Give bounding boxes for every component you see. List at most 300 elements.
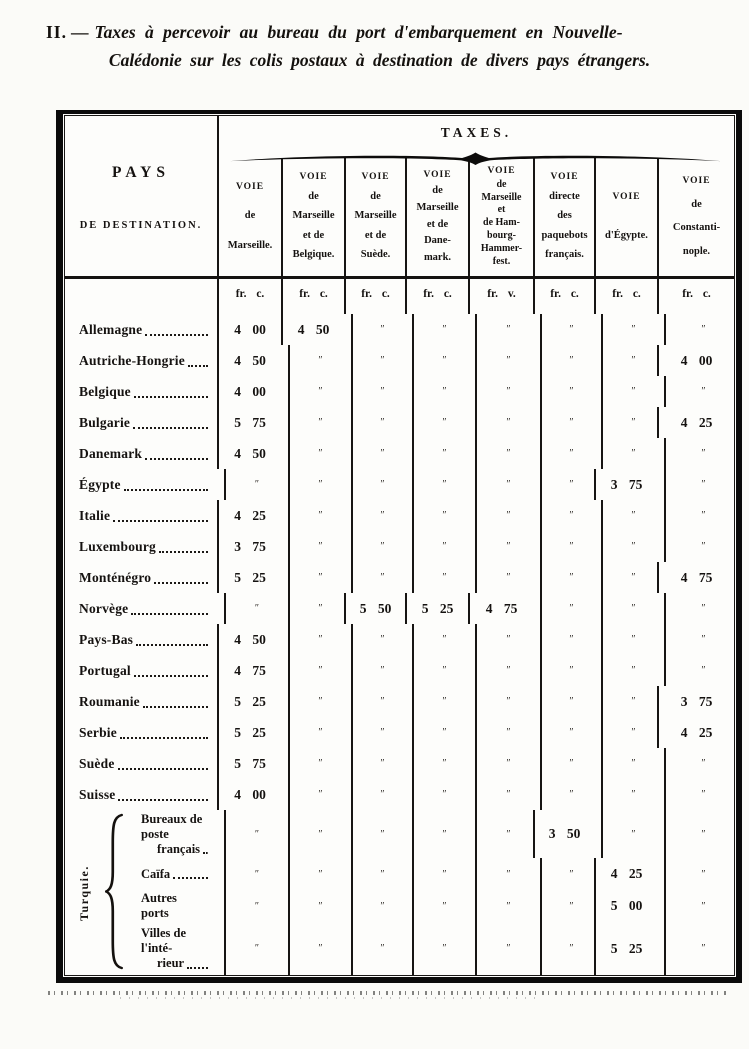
tax-value-cell: ″ bbox=[601, 531, 664, 562]
column-header-voie-5 bbox=[468, 158, 533, 276]
column-header-line: de bbox=[691, 198, 702, 210]
turquie-row-label-line bbox=[141, 926, 217, 956]
column-header-voie-8 bbox=[657, 158, 734, 276]
tax-value-cell: ″ bbox=[288, 438, 351, 469]
turquie-row-label: Villes de l'inté- bbox=[141, 926, 187, 955]
turquie-row-label-cell bbox=[65, 858, 217, 890]
row-label-cell bbox=[65, 531, 217, 562]
country-label: Serbie bbox=[79, 724, 117, 740]
tax-value-cell: ″ bbox=[475, 314, 540, 345]
tax-value-cell: ″ bbox=[475, 500, 540, 531]
tax-value-cell: ″ bbox=[601, 407, 664, 438]
tax-value-cell: ″ bbox=[475, 438, 540, 469]
tax-value-cell: ″ bbox=[224, 469, 288, 500]
tax-value-cell: 5 25 bbox=[594, 922, 657, 975]
units-cell-3: fr. c. bbox=[344, 276, 405, 314]
tax-value-cell: ″ bbox=[288, 624, 351, 655]
column-header-voie-7 bbox=[594, 158, 657, 276]
tax-value-cell: ″ bbox=[224, 593, 288, 624]
turquie-group-label: Turquie. bbox=[77, 864, 91, 921]
column-header-line: de bbox=[244, 210, 256, 222]
dotted-leader bbox=[143, 706, 208, 708]
country-label: Allemagne bbox=[79, 321, 143, 337]
tax-value-cell: 5 75 bbox=[217, 748, 281, 779]
tax-value-cell: ″ bbox=[664, 779, 741, 810]
units-cell-8: fr. c. bbox=[657, 276, 734, 314]
tax-value-cell: ″ bbox=[224, 810, 288, 858]
tax-value-cell: ″ bbox=[601, 779, 664, 810]
tax-value-cell: ″ bbox=[540, 376, 601, 407]
column-header-line: de bbox=[308, 190, 319, 202]
tax-value-cell: ″ bbox=[412, 779, 475, 810]
column-header-line: VOIE bbox=[299, 172, 328, 183]
tax-value-cell: ″ bbox=[288, 779, 351, 810]
row-label-cell bbox=[65, 655, 217, 686]
tax-value-cell: ″ bbox=[475, 376, 540, 407]
tax-value-cell: ″ bbox=[288, 655, 351, 686]
dotted-leader bbox=[145, 334, 208, 336]
turquie-row-label-line bbox=[141, 867, 217, 882]
row-label-cell bbox=[65, 469, 217, 500]
column-header-line: paquebots bbox=[541, 229, 588, 241]
tax-value-cell: ″ bbox=[351, 624, 412, 655]
taxes-table-frame bbox=[56, 110, 742, 983]
document-title bbox=[46, 22, 713, 71]
turquie-row-label: Caïfa bbox=[141, 866, 171, 881]
tax-value-cell: ″ bbox=[601, 345, 664, 376]
tax-value-cell: ″ bbox=[601, 655, 664, 686]
tax-value-cell: ″ bbox=[351, 655, 412, 686]
tax-value-cell: ″ bbox=[540, 748, 601, 779]
tax-value-cell: ″ bbox=[601, 314, 664, 345]
tax-value-cell: 5 00 bbox=[594, 890, 657, 922]
tax-value-cell: ″ bbox=[412, 562, 475, 593]
country-label: Suède bbox=[79, 755, 115, 771]
tax-value-cell: ″ bbox=[475, 531, 540, 562]
tax-value-cell: ″ bbox=[351, 500, 412, 531]
tax-value-cell: ″ bbox=[224, 922, 288, 975]
tax-value-cell: ″ bbox=[475, 779, 540, 810]
tax-value-cell: ″ bbox=[601, 438, 664, 469]
row-label-cell bbox=[65, 686, 217, 717]
tax-value-cell: ″ bbox=[412, 748, 475, 779]
title-numeral: II. bbox=[46, 22, 67, 42]
tax-value-cell: 3 50 bbox=[533, 810, 594, 858]
turquie-row-label-cell bbox=[65, 810, 217, 858]
row-label-cell bbox=[65, 593, 217, 624]
tax-value-cell: ″ bbox=[664, 314, 741, 345]
tax-value-cell: 5 25 bbox=[217, 717, 281, 748]
tax-value-cell: ″ bbox=[351, 407, 412, 438]
tax-value-cell: ″ bbox=[540, 469, 601, 500]
tax-value-cell: ″ bbox=[412, 345, 475, 376]
column-header-line: Hammer- bbox=[480, 243, 523, 255]
taxes-group-header-label: TAXES. bbox=[440, 125, 513, 140]
title-text-1: Taxes à percevoir au bureau du port d'embarquement en Nouvelle- bbox=[94, 22, 623, 42]
tax-value-cell: ″ bbox=[288, 531, 351, 562]
row-label-cell bbox=[65, 748, 217, 779]
tax-value-cell: ″ bbox=[288, 922, 351, 975]
row-label-cell bbox=[65, 407, 217, 438]
tax-value-cell: ″ bbox=[351, 562, 412, 593]
tax-value-cell: ″ bbox=[664, 593, 741, 624]
column-header-line: nople. bbox=[682, 245, 711, 257]
country-label: Égypte bbox=[79, 476, 121, 492]
column-header-line: de bbox=[370, 190, 381, 202]
tax-value-cell: 4 50 bbox=[217, 438, 281, 469]
column-header-line: de bbox=[496, 178, 507, 190]
row-label-cell bbox=[65, 376, 217, 407]
tax-value-cell: ″ bbox=[412, 500, 475, 531]
column-header-line: VOIE bbox=[550, 172, 579, 183]
tax-value-cell: ″ bbox=[288, 717, 351, 748]
tax-value-cell: ″ bbox=[288, 500, 351, 531]
tax-value-cell: ″ bbox=[664, 748, 741, 779]
tax-value-cell: ″ bbox=[288, 593, 351, 624]
column-header-line: des bbox=[557, 210, 572, 222]
tax-value-cell: ″ bbox=[601, 593, 664, 624]
dotted-leader bbox=[203, 852, 208, 854]
tax-value-cell: ″ bbox=[412, 624, 475, 655]
tax-value-cell: 4 00 bbox=[657, 345, 734, 376]
row-label-cell bbox=[65, 779, 217, 810]
tax-value-cell: ″ bbox=[351, 717, 412, 748]
dotted-leader bbox=[154, 582, 208, 584]
row-label-cell bbox=[65, 500, 217, 531]
dotted-leader bbox=[118, 799, 208, 801]
units-cell-blank bbox=[65, 276, 217, 314]
tax-value-cell: ″ bbox=[664, 624, 741, 655]
tax-value-cell: ″ bbox=[351, 890, 412, 922]
country-label: Suisse bbox=[79, 786, 116, 802]
tax-value-cell: ″ bbox=[664, 890, 741, 922]
column-header-line: Marseille bbox=[354, 210, 397, 222]
tax-value-cell: ″ bbox=[601, 562, 664, 593]
country-label: Roumanie bbox=[79, 693, 140, 709]
tax-value-cell: ″ bbox=[664, 469, 741, 500]
tax-value-cell: ″ bbox=[540, 717, 601, 748]
tax-value-cell: ″ bbox=[540, 345, 601, 376]
tax-value-cell: ″ bbox=[288, 562, 351, 593]
tax-value-cell: ″ bbox=[412, 890, 475, 922]
column-header-voie-6 bbox=[533, 158, 594, 276]
column-header-line: Belgique. bbox=[292, 249, 335, 261]
tax-value-cell: ″ bbox=[288, 686, 351, 717]
tax-value-cell: ″ bbox=[540, 686, 601, 717]
tax-value-cell: 3 75 bbox=[657, 686, 734, 717]
column-header-line: VOIE bbox=[423, 169, 452, 180]
column-header-line: Dane- bbox=[424, 235, 451, 247]
column-header-line: fest. bbox=[492, 256, 511, 268]
scan-noise-strip bbox=[48, 991, 726, 995]
tax-value-cell: 5 25 bbox=[217, 686, 281, 717]
turquie-row-label: rieur bbox=[157, 956, 185, 970]
tax-value-cell: ″ bbox=[475, 717, 540, 748]
column-header-line: mark. bbox=[423, 252, 452, 264]
tax-value-cell: 5 75 bbox=[217, 407, 281, 438]
units-cell-4: fr. c. bbox=[405, 276, 468, 314]
document-title-line2: Calédonie sur les colis postaux à destination de divers pays étrangers. bbox=[108, 50, 651, 70]
row-label-cell bbox=[65, 624, 217, 655]
tax-value-cell: ″ bbox=[601, 624, 664, 655]
column-header-line: et de bbox=[364, 229, 387, 241]
column-header-line: et de bbox=[302, 229, 325, 241]
tax-value-cell: ″ bbox=[475, 562, 540, 593]
tax-value-cell: ″ bbox=[664, 500, 741, 531]
tax-value-cell: 4 50 bbox=[217, 624, 281, 655]
dotted-leader bbox=[134, 396, 208, 398]
tax-value-cell: ″ bbox=[351, 531, 412, 562]
dotted-leader bbox=[131, 613, 208, 615]
tax-value-cell: ″ bbox=[351, 858, 412, 890]
column-header-line: Marseille bbox=[416, 202, 459, 213]
country-label: Monténégro bbox=[79, 569, 152, 585]
turquie-row-label-line bbox=[141, 812, 217, 842]
column-header-line: VOIE bbox=[361, 172, 390, 183]
tax-value-cell: 3 75 bbox=[217, 531, 281, 562]
tax-value-cell: ″ bbox=[664, 376, 741, 407]
tax-value-cell: ″ bbox=[540, 890, 601, 922]
tax-value-cell: ″ bbox=[351, 686, 412, 717]
tax-value-cell: ″ bbox=[288, 890, 351, 922]
tax-value-cell: ″ bbox=[412, 531, 475, 562]
turquie-row-label-line bbox=[141, 842, 217, 857]
dotted-leader bbox=[134, 675, 208, 677]
country-label: Portugal bbox=[79, 662, 131, 678]
tax-value-cell: ″ bbox=[351, 469, 412, 500]
tax-value-cell: ″ bbox=[412, 314, 475, 345]
country-label: Autriche-Hongrie bbox=[79, 352, 185, 368]
tax-value-cell: ″ bbox=[540, 500, 601, 531]
horizontal-brace-decoration bbox=[227, 151, 724, 165]
column-header-line: VOIE bbox=[235, 182, 265, 193]
tax-value-cell: ″ bbox=[664, 655, 741, 686]
tax-value-cell: ″ bbox=[601, 500, 664, 531]
column-header-line: Marseille bbox=[481, 191, 522, 203]
tax-value-cell: ″ bbox=[540, 779, 601, 810]
tax-value-cell: ″ bbox=[475, 469, 540, 500]
tax-value-cell: ″ bbox=[412, 376, 475, 407]
row-label-cell bbox=[65, 438, 217, 469]
units-cell-5: fr. v. bbox=[468, 276, 533, 314]
scan-noise-strip-2 bbox=[120, 997, 540, 999]
tax-value-cell: ″ bbox=[540, 624, 601, 655]
tax-value-cell: ″ bbox=[351, 438, 412, 469]
tax-value-cell: ″ bbox=[664, 531, 741, 562]
turquie-row-label: français bbox=[157, 841, 201, 856]
tax-value-cell: ″ bbox=[475, 858, 540, 890]
tax-value-cell: ″ bbox=[412, 810, 475, 858]
dotted-leader bbox=[133, 427, 208, 429]
column-header-voie-3 bbox=[344, 158, 405, 276]
tax-value-cell: ″ bbox=[351, 376, 412, 407]
turquie-row-label-cell bbox=[65, 890, 217, 922]
tax-value-cell: 4 25 bbox=[657, 407, 734, 438]
column-header-line: Suède. bbox=[360, 249, 391, 261]
turquie-row-label: Autres ports bbox=[141, 891, 177, 920]
tax-value-cell: ″ bbox=[601, 717, 664, 748]
tax-value-cell: ″ bbox=[351, 314, 412, 345]
dotted-leader bbox=[173, 877, 208, 879]
document-title-line1 bbox=[46, 22, 713, 43]
tax-value-cell: ″ bbox=[351, 748, 412, 779]
tax-value-cell: 4 25 bbox=[217, 500, 281, 531]
tax-value-cell: ″ bbox=[224, 858, 288, 890]
column-header-line: français. bbox=[545, 249, 584, 261]
tax-value-cell: 4 75 bbox=[217, 655, 281, 686]
tax-value-cell: 4 50 bbox=[281, 314, 344, 345]
dotted-leader bbox=[187, 967, 208, 969]
country-label: Danemark bbox=[79, 445, 143, 461]
tax-value-cell: ″ bbox=[475, 810, 540, 858]
tax-value-cell: ″ bbox=[224, 890, 288, 922]
column-header-line: bourg- bbox=[487, 230, 516, 242]
tax-value-cell: 4 25 bbox=[594, 858, 657, 890]
tax-value-cell: ″ bbox=[351, 922, 412, 975]
units-cell-6: fr. c. bbox=[533, 276, 594, 314]
tax-value-cell: ″ bbox=[540, 531, 601, 562]
tax-value-cell: ″ bbox=[412, 686, 475, 717]
column-header-line: d'Égypte. bbox=[605, 229, 648, 241]
column-header-line: Marseille. bbox=[227, 239, 273, 251]
row-label-cell bbox=[65, 314, 217, 345]
column-header-line: Constanti- bbox=[672, 222, 721, 234]
tax-value-cell: ″ bbox=[412, 407, 475, 438]
tax-value-cell: ″ bbox=[475, 624, 540, 655]
tax-value-cell: 3 75 bbox=[594, 469, 657, 500]
tax-value-cell: ″ bbox=[664, 858, 741, 890]
units-cell-2: fr. c. bbox=[281, 276, 344, 314]
column-header-line: VOIE bbox=[487, 166, 516, 177]
column-header-voie-1 bbox=[217, 158, 281, 276]
country-label: Norvège bbox=[79, 600, 129, 616]
tax-value-cell: ″ bbox=[540, 438, 601, 469]
tax-value-cell: ″ bbox=[475, 655, 540, 686]
dotted-leader bbox=[120, 737, 208, 739]
pays-destination-header-cell bbox=[65, 116, 217, 276]
tax-value-cell: 4 50 bbox=[217, 345, 281, 376]
tax-value-cell: ″ bbox=[540, 593, 601, 624]
tax-value-cell: ″ bbox=[351, 779, 412, 810]
tax-value-cell: ″ bbox=[540, 922, 601, 975]
tax-value-cell: ″ bbox=[540, 655, 601, 686]
tax-value-cell: 4 75 bbox=[468, 593, 533, 624]
country-label: Pays-Bas bbox=[79, 631, 134, 647]
tax-value-cell: 5 50 bbox=[344, 593, 405, 624]
taxes-table-grid bbox=[65, 116, 734, 975]
country-label: Italie bbox=[79, 507, 111, 523]
tax-value-cell: ″ bbox=[664, 438, 741, 469]
tax-value-cell: ″ bbox=[412, 469, 475, 500]
column-header-line: et bbox=[497, 204, 506, 216]
column-header-voie-2 bbox=[281, 158, 344, 276]
tax-value-cell: ″ bbox=[540, 314, 601, 345]
column-header-line: VOIE bbox=[682, 176, 711, 187]
destination-header-label: DE DESTINATION. bbox=[79, 220, 203, 231]
column-header-voie-4 bbox=[405, 158, 468, 276]
column-header-line: Marseille bbox=[292, 210, 335, 222]
column-header-line: de bbox=[432, 185, 443, 197]
dotted-leader bbox=[188, 365, 208, 367]
tax-value-cell: ″ bbox=[412, 858, 475, 890]
tax-value-cell: 4 25 bbox=[657, 717, 734, 748]
country-label: Luxembourg bbox=[79, 538, 157, 554]
turquie-row-label-cell bbox=[65, 922, 217, 975]
tax-value-cell: 5 25 bbox=[217, 562, 281, 593]
tax-value-cell: ″ bbox=[288, 810, 351, 858]
tax-value-cell: 4 00 bbox=[217, 779, 281, 810]
units-cell-7: fr. c. bbox=[594, 276, 657, 314]
tax-value-cell: ″ bbox=[540, 407, 601, 438]
tax-value-cell: ″ bbox=[475, 345, 540, 376]
dotted-leader bbox=[159, 551, 208, 553]
tax-value-cell: ″ bbox=[475, 686, 540, 717]
taxes-group-header-cell bbox=[217, 116, 734, 158]
tax-value-cell: ″ bbox=[351, 810, 412, 858]
tax-value-cell: 4 00 bbox=[217, 314, 281, 345]
tax-value-cell: ″ bbox=[412, 438, 475, 469]
title-dash: — bbox=[71, 22, 89, 42]
turquie-row-label-line bbox=[141, 891, 217, 921]
tax-value-cell: ″ bbox=[475, 407, 540, 438]
tax-value-cell: ″ bbox=[475, 922, 540, 975]
tax-value-cell: ″ bbox=[664, 810, 741, 858]
row-label-cell bbox=[65, 562, 217, 593]
tax-value-cell: ″ bbox=[601, 376, 664, 407]
tax-value-cell: ″ bbox=[412, 922, 475, 975]
pays-header-label: PAYS bbox=[112, 164, 170, 181]
tax-value-cell: 4 00 bbox=[217, 376, 281, 407]
tax-value-cell: ″ bbox=[288, 748, 351, 779]
row-label-cell bbox=[65, 345, 217, 376]
tax-value-cell: ″ bbox=[664, 922, 741, 975]
tax-value-cell: ″ bbox=[288, 376, 351, 407]
tax-value-cell: 4 75 bbox=[657, 562, 734, 593]
tax-value-cell: ″ bbox=[288, 407, 351, 438]
tax-value-cell: ″ bbox=[540, 562, 601, 593]
row-label-cell bbox=[65, 717, 217, 748]
dotted-leader bbox=[118, 768, 208, 770]
turquie-row-label-line bbox=[141, 956, 217, 971]
column-header-line: et de bbox=[426, 218, 449, 230]
tax-value-cell: ″ bbox=[475, 890, 540, 922]
column-header-line: de Ham- bbox=[483, 217, 520, 229]
tax-value-cell: ″ bbox=[288, 469, 351, 500]
taxes-table-inner-border bbox=[64, 115, 735, 976]
tax-value-cell: ″ bbox=[601, 810, 664, 858]
turquie-row-label: Bureaux de poste bbox=[141, 811, 203, 841]
dotted-leader bbox=[113, 520, 208, 522]
country-label: Bulgarie bbox=[79, 414, 131, 430]
column-header-line: VOIE bbox=[612, 192, 641, 202]
dotted-leader bbox=[136, 644, 208, 646]
tax-value-cell: 5 25 bbox=[405, 593, 468, 624]
tax-value-cell: ″ bbox=[475, 748, 540, 779]
dotted-leader bbox=[124, 489, 208, 491]
tax-value-cell: ″ bbox=[540, 858, 601, 890]
column-header-line: directe bbox=[549, 190, 580, 202]
dotted-leader bbox=[145, 458, 208, 460]
units-cell-1: fr. c. bbox=[217, 276, 281, 314]
tax-value-cell: ″ bbox=[601, 748, 664, 779]
tax-value-cell: ″ bbox=[601, 686, 664, 717]
tax-value-cell: ″ bbox=[412, 655, 475, 686]
tax-value-cell: ″ bbox=[351, 345, 412, 376]
tax-value-cell: ″ bbox=[288, 345, 351, 376]
country-label: Belgique bbox=[79, 383, 131, 399]
tax-value-cell: ″ bbox=[288, 858, 351, 890]
tax-value-cell: ″ bbox=[412, 717, 475, 748]
